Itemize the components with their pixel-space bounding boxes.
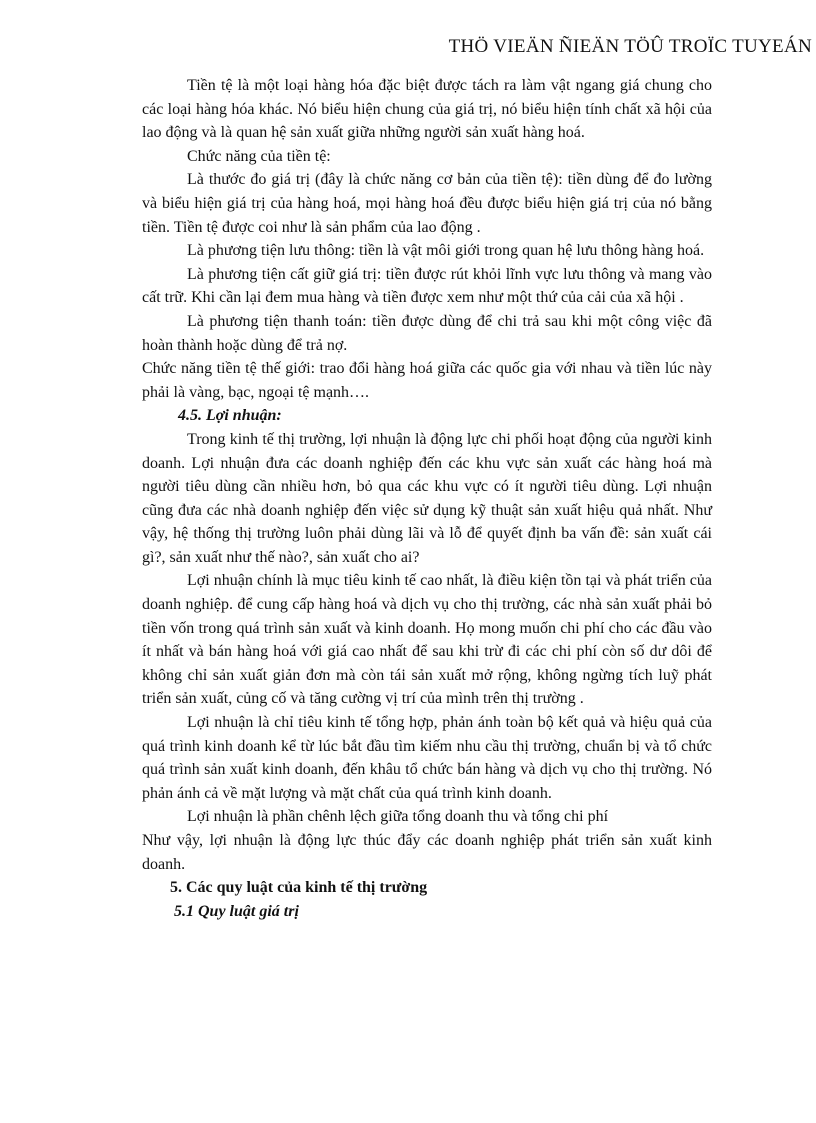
section-heading-profit: 4.5. Lợi nhuận: [178,407,282,425]
paragraph-means-of-payment: Là phương tiện thanh toán: tiền được dùng để chi trả sau khi một công việc đã hoàn thành hoặc dùng để trả nợ. [142,312,712,354]
paragraph-measure-of-value: Là thước đo giá trị (đây là chức năng cơ bản của tiền tệ): tiền dùng để đo lường và biểu hiện giá trị của hàng hoá, mọi hàng hoá đều được biểu hiện giá trị của nó bằng tiền. Tiền tệ được coi như là sản phẩm của lao động . [142,171,712,236]
document-body [142,74,712,923]
paragraph-profit-difference: Lợi nhuận là phần chênh lệch giữa tổng doanh thu và tổng chi phí [187,808,609,826]
paragraph-store-of-value: Là phương tiện cất giữ giá trị: tiền được rút khỏi lĩnh vực lưu thông và mang vào cất trữ. Khi cần lại đem mua hàng và tiền được xem như một thứ của cải của xã hội . [142,265,712,307]
paragraph-medium-of-circulation: Là phương tiện lưu thông: tiền là vật môi giới trong quan hệ lưu thông hàng hoá. [187,242,705,260]
paragraph-money-functions-intro: Chức năng của tiền tệ: [187,147,331,165]
paragraph-profit-goal: Lợi nhuận chính là mục tiêu kinh tế cao nhất, là điều kiện tồn tại và phát triển của doanh nghiệp. để cung cấp hàng hoá và dịch vụ cho thị trường, các nhà sản xuất phải bỏ tiền vốn trong quá trình sản xuất và kinh doanh. Họ mong muốn chi phí cho các đầu vào ít nhất và bán hàng hoá với giá cao nhất để sau khi trừ đi các chi phí còn số dư dôi để không chỉ sản xuất giản đơn mà còn tái sản xuất mở rộng, không ngừng tích luỹ phát triển sản xuất, củng cố và tăng cường vị trí của mình trên thị trường . [142,572,712,708]
paragraph-money-definition: Tiền tệ là một loại hàng hóa đặc biệt được tách ra làm vật ngang giá chung cho các loại hàng hóa khác. Nó biểu hiện chung của giá trị, nó biểu hiện tính chất xã hội của lao động và là quan hệ sản xuất giữa những người sản xuất hàng hoá. [142,77,712,142]
section-heading-market-laws: 5. Các quy luật của kinh tế thị trường [170,879,428,897]
paragraph-profit-indicator: Lợi nhuận là chỉ tiêu kinh tế tổng hợp, phản ánh toàn bộ kết quả và hiệu quả của quá trình kinh doanh kể từ lúc bắt đầu tìm kiếm nhu cầu thị trường, chuẩn bị và tổ chức quá trình sản xuất kinh doanh, đến khâu tổ chức bán hàng và dịch vụ cho thị trường. Nó phản ánh cả về mặt lượng và mặt chất của quá trình kinh doanh. [142,714,712,802]
page-header-title: THÖ VIEÄN ÑIEÄN TÖÛ TROÏC TUYEÁN [448,36,812,57]
subsection-heading-law-of-value: 5.1 Quy luật giá trị [174,902,299,920]
paragraph-world-money: Chức năng tiền tệ thế giới: trao đổi hàng hoá giữa các quốc gia với nhau và tiền lúc này phải là vàng, bạc, ngoại tệ mạnh…. [142,360,712,401]
paragraph-profit-conclusion: Như vậy, lợi nhuận là động lực thúc đẩy các doanh nghiệp phát triển sản xuất kinh doanh. [142,832,712,873]
paragraph-profit-market: Trong kinh tế thị trường, lợi nhuận là động lực chi phối hoạt động của người kinh doanh. Lợi nhuận đưa các doanh nghiệp đến các khu vực sản xuất các hàng hoá mà người tiêu dùng cần nhiều hơn, bỏ qua các khu vực có ít người tiêu dùng. Lợi nhuận cũng đưa các nhà doanh nghiệp đến việc sử dụng kỹ thuật sản xuất hiệu quả nhất. Như vậy, hệ thống thị trường luôn phải dùng lãi và lỗ để quyết định ba vấn đề: sản xuất cái gì?, sản xuất như thế nào?, sản xuất cho ai? [142,430,712,566]
